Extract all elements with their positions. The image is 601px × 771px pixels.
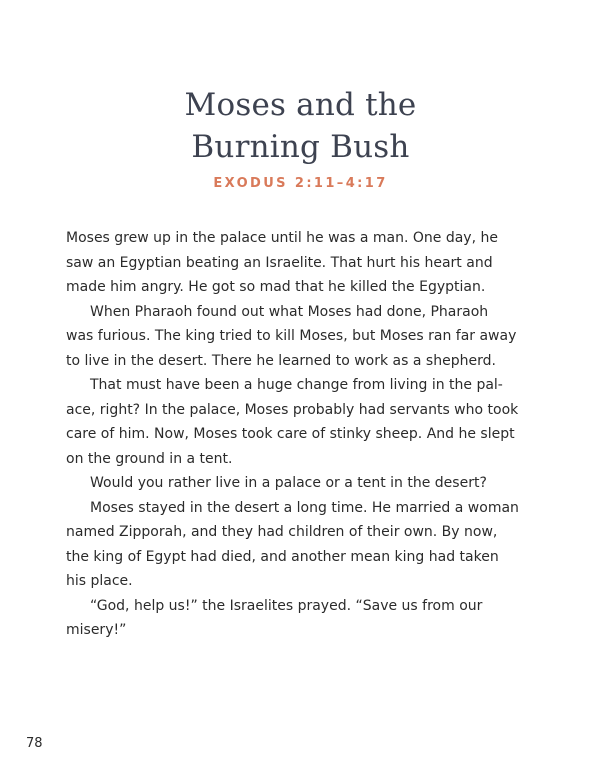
paragraph-1	[66, 226, 536, 300]
scripture-reference: EXODUS 2:11–4:17	[213, 176, 388, 191]
paragraph-3	[66, 373, 536, 471]
text-line: made him angry. He got so mad that he killed the Egyptian.	[66, 279, 486, 295]
text-line: That must have been a huge change from living in the pal-	[90, 377, 503, 393]
text-line: to live in the desert. There he learned to work as a shepherd.	[66, 352, 496, 369]
text-line: misery!”	[66, 622, 127, 638]
title-line-1: Moses and the	[184, 87, 417, 123]
paragraph-4	[66, 471, 536, 496]
text-line: care of him. Now, Moses took care of stinky sheep. And he slept	[66, 426, 515, 442]
text-line: ace, right? In the palace, Moses probably had servants who took	[66, 401, 519, 418]
title-line-2: Burning Bush	[191, 129, 410, 165]
page-title	[0, 84, 601, 168]
text-line: on the ground in a tent.	[66, 450, 233, 467]
page-number: 78	[26, 736, 43, 751]
text-line: “God, help us!” the Israelites prayed. “Save us from our	[90, 597, 483, 614]
paragraph-6	[66, 594, 536, 643]
text-line: was furious. The king tried to kill Moses, but Moses ran far away	[66, 328, 517, 344]
paragraph-5	[66, 496, 536, 594]
text-line: When Pharaoh found out what Moses had done, Pharaoh	[90, 303, 489, 320]
text-line: named Zipporah, and they had children of their own. By now,	[66, 524, 498, 540]
text-line: his place.	[66, 573, 133, 589]
text-line: Would you rather live in a palace or a tent in the desert?	[90, 475, 487, 491]
story-text	[66, 226, 536, 643]
paragraph-2	[66, 300, 536, 374]
text-line: saw an Egyptian beating an Israelite. That hurt his heart and	[66, 254, 493, 271]
text-line: Moses grew up in the palace until he was a man. One day, he	[66, 230, 498, 246]
text-line: Moses stayed in the desert a long time. He married a woman	[90, 499, 519, 516]
text-line: the king of Egypt had died, and another mean king had taken	[66, 548, 499, 565]
